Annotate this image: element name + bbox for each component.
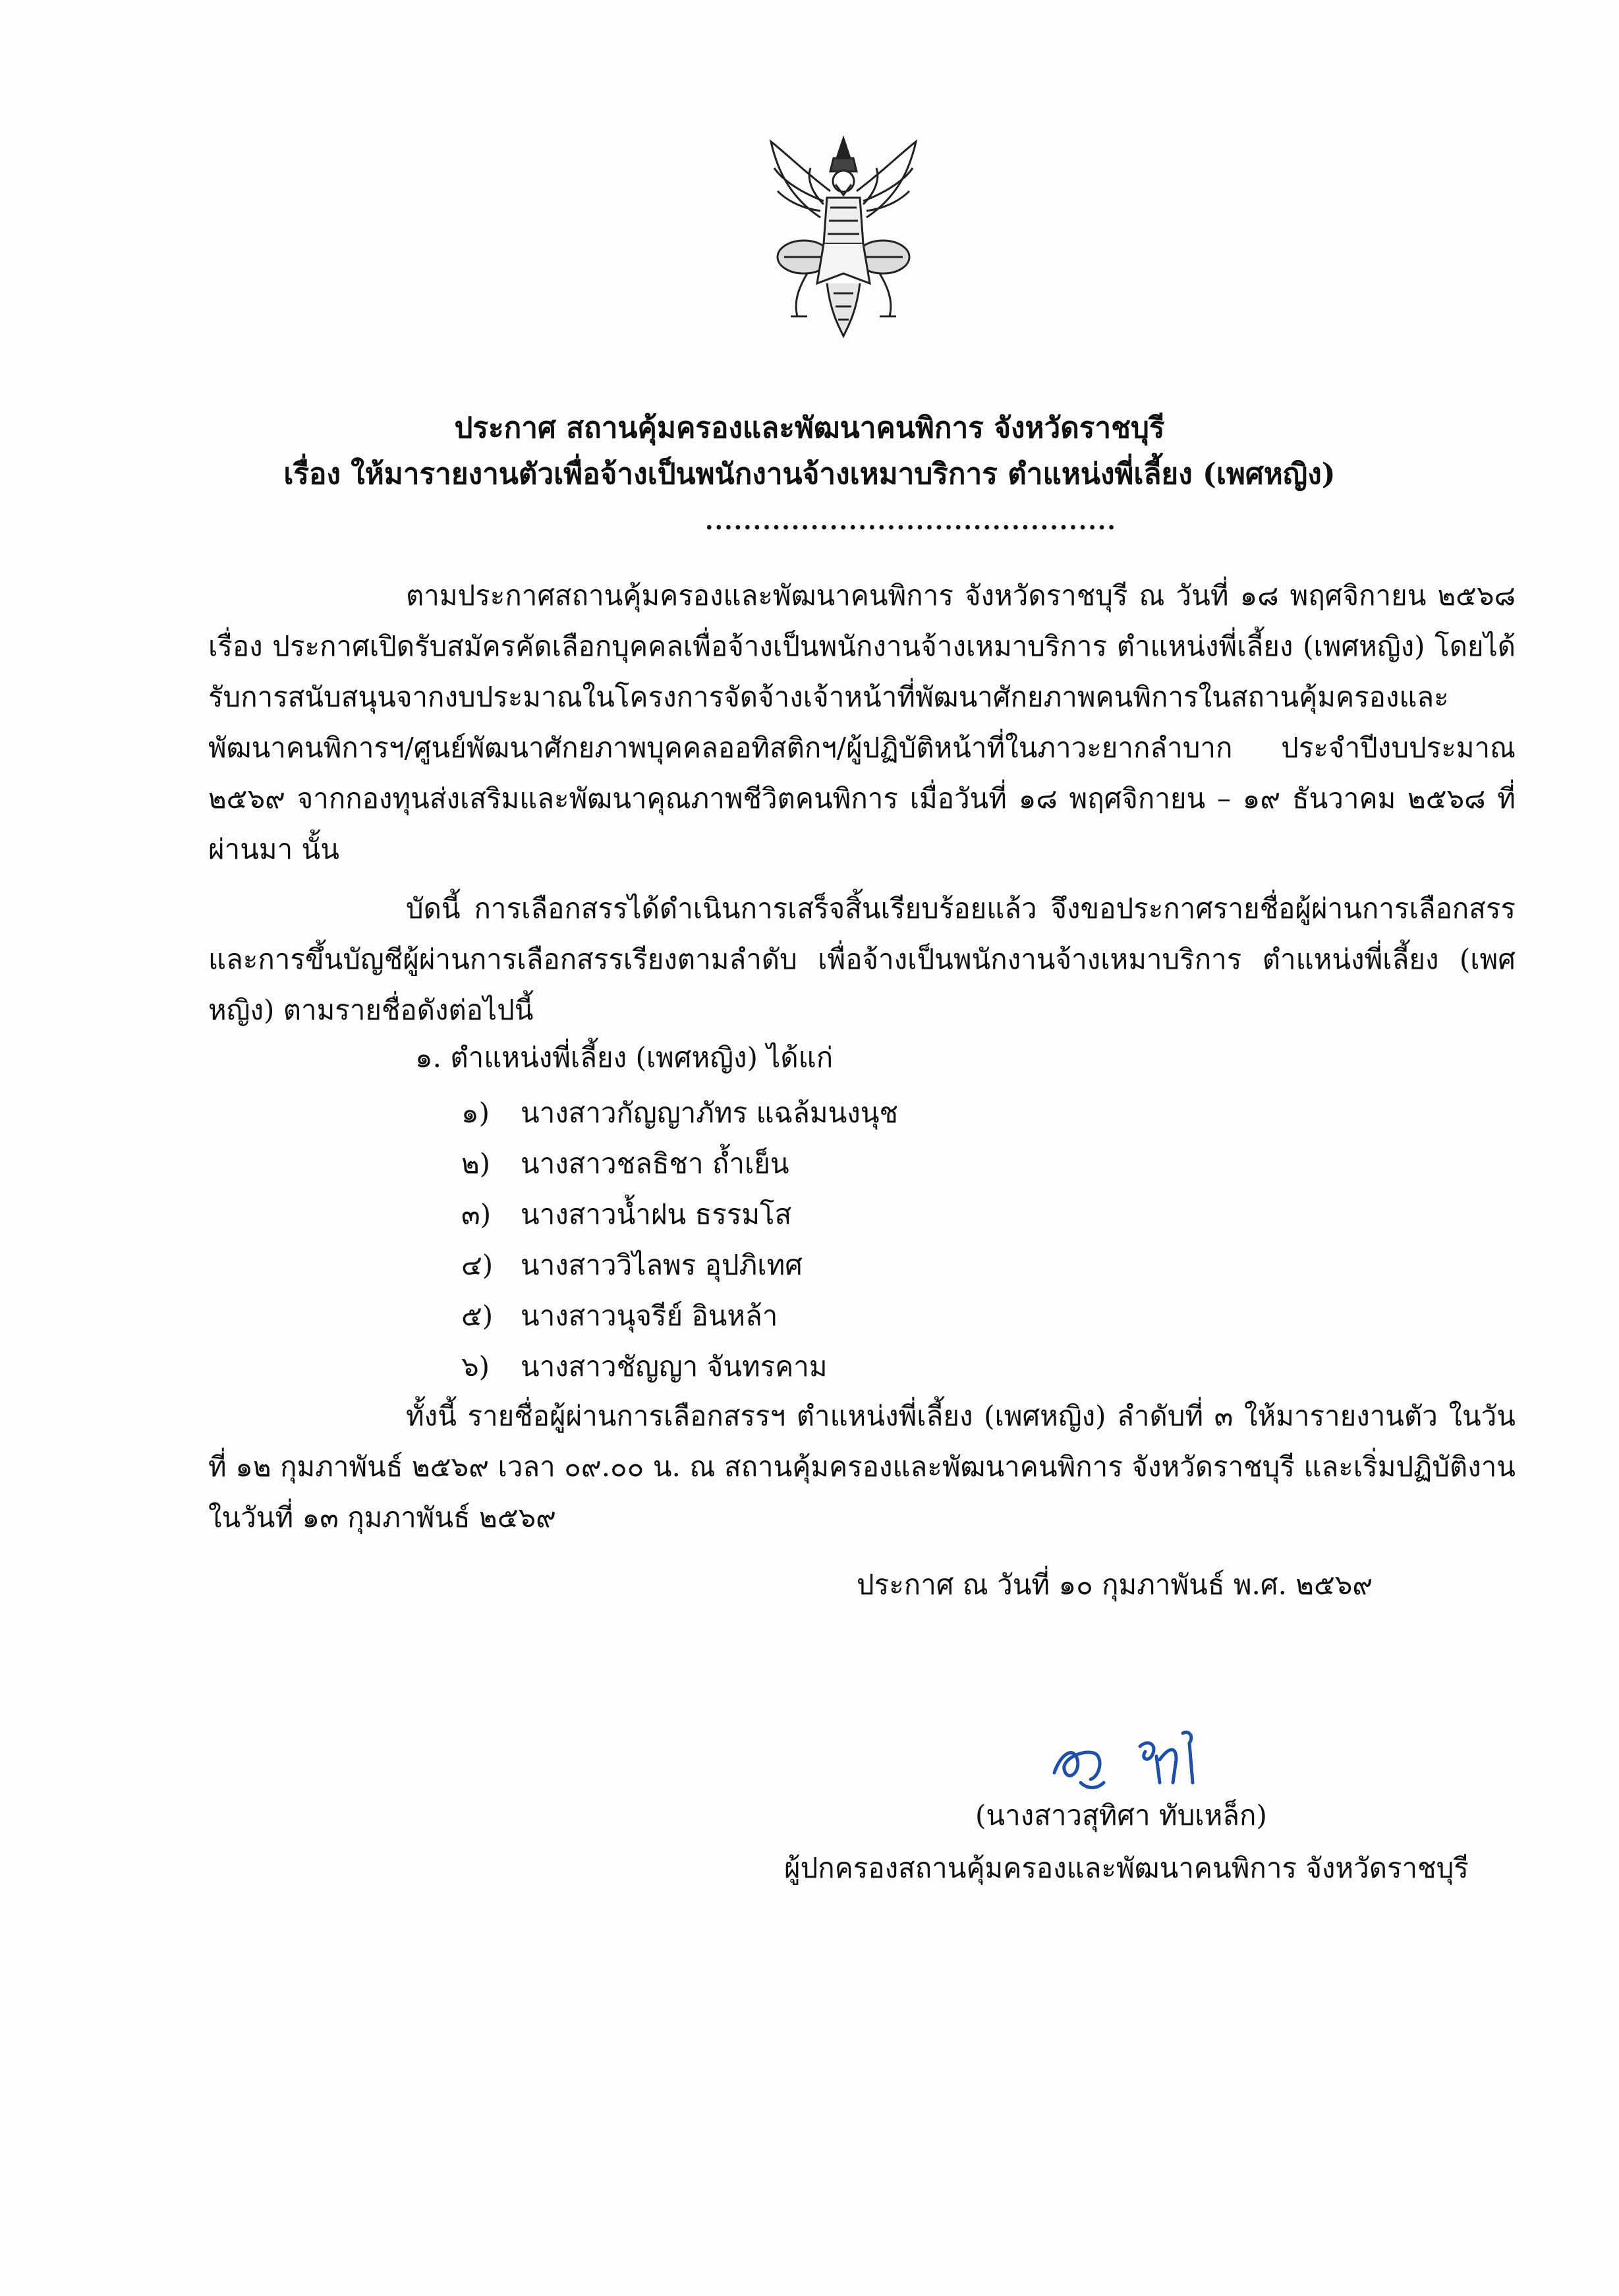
list-item-name: นางสาวนุจรีย์ อินหล้า [521,1300,778,1332]
list-item-name: นางสาวกัญญาภัทร แฉล้มนงนุช [521,1097,899,1129]
list-item [461,1087,898,1138]
paragraph-report-instructions: ทั้งนี้ รายชื่อผู้ผ่านการเลือกสรรฯ ตำแหน่งพี่เลี้ยง (เพศหญิง) ลำดับที่ ๓ ให้มารายงานตัว ในวันที่ ๑๒ กุมภาพันธ์ ๒๕๖๙ เวลา ๐๙.๐๐ น. ณ สถานคุ้มครองและพัฒนาคนพิการ จังหวัดราชบุรี และเริ่มปฏิบัติงานในวันที่ ๑๓ กุมภาพันธ์ ๒๕๖๙ [208,1400,1516,1534]
list-item-name: นางสาววิไลพร อุปภิเทศ [521,1249,803,1281]
list-item-number: ๒) [461,1147,491,1180]
list-item-number: ๕) [461,1300,494,1332]
title-divider: ........................................... [705,507,1117,535]
list-item [461,1138,898,1189]
paragraph-background: ตามประกาศสถานคุ้มครองและพัฒนาคนพิการ จังหวัดราชบุรี ณ วันที่ ๑๘ พฤศจิกายน ๒๕๖๘ เรื่อง ประกาศเปิดรับสมัครคัดเลือกบุคคลเพื่อจ้างเป็นพนักงานจ้างเหมาบริการ ตำแหน่งพี่เลี้ยง (เพศหญิง) โดยได้รับการสนับสนุนจากงบประมาณในโครงการจัดจ้างเจ้าหน้าที่พัฒนาศักยภาพคนพิการในสถานคุ้มครองและพัฒนาคนพิการฯ/ศูนย์พัฒนาศักยภาพบุคคลออทิสติกฯ/ผู้ปฏิบัติหน้าที่ในภาวะยากลำบาก ประจำปีงบประมาณ ๒๕๖๙ จากกองทุนส่งเสริมและพัฒนาคุณภาพชีวิตคนพิการ เมื่อวันที่ ๑๘ พฤศจิกายน – ๑๙ ธันวาคม ๒๕๖๘ ที่ผ่านมา นั้น [208,579,1516,865]
garuda-emblem-icon [758,132,929,349]
announcement-title: ประกาศ สถานคุ้มครองและพัฒนาคนพิการ จังหวัดราชบุรี [454,411,1165,445]
list-item-number: ๑) [461,1097,490,1129]
list-item-number: ๖) [461,1350,490,1383]
selected-names-list [461,1087,898,1392]
position-heading: ๑. ตำแหน่งพี่เลี้ยง (เพศหญิง) ได้แก่ [415,1041,834,1074]
list-item-name: นางสาวชลธิชา ถ้ำเย็น [521,1147,789,1180]
list-item-name: นางสาวชัญญา จันทรคาม [521,1350,828,1383]
list-item [461,1240,898,1290]
signer-name: (นางสาวสุทิศา ทับเหล็ก) [975,1799,1267,1831]
list-item [461,1189,898,1240]
paragraph-result: บัดนี้ การเลือกสรรได้ดำเนินการเสร็จสิ้นเรียบร้อยแล้ว จึงขอประกาศรายชื่อผู้ผ่านการเลือกสรร และการขึ้นบัญชีผู้ผ่านการเลือกสรรเรียงตามลำดับ เพื่อจ้างเป็นพนักงานจ้างเหมาบริการ ตำแหน่งพี่เลี้ยง (เพศหญิง) ตามรายชื่อดังต่อไปนี้ [208,892,1516,1026]
list-item-number: ๓) [461,1198,492,1230]
list-item [461,1341,898,1392]
list-item-number: ๔) [461,1249,494,1281]
announcement-date: ประกาศ ณ วันที่ ๑๐ กุมภาพันธ์ พ.ศ. ๒๕๖๙ [857,1568,1373,1601]
list-item-name: นางสาวน้ำฝน ธรรมโส [521,1198,792,1230]
list-item [461,1290,898,1341]
announcement-subject: เรื่อง ให้มารายงานตัวเพื่อจ้างเป็นพนักงานจ้างเหมาบริการ ตำแหน่งพี่เลี้ยง (เพศหญิง) [283,457,1336,491]
handwritten-signature-icon [1041,1720,1232,1799]
signer-title: ผู้ปกครองสถานคุ้มครองและพัฒนาคนพิการ จังหวัดราชบุรี [784,1852,1469,1884]
